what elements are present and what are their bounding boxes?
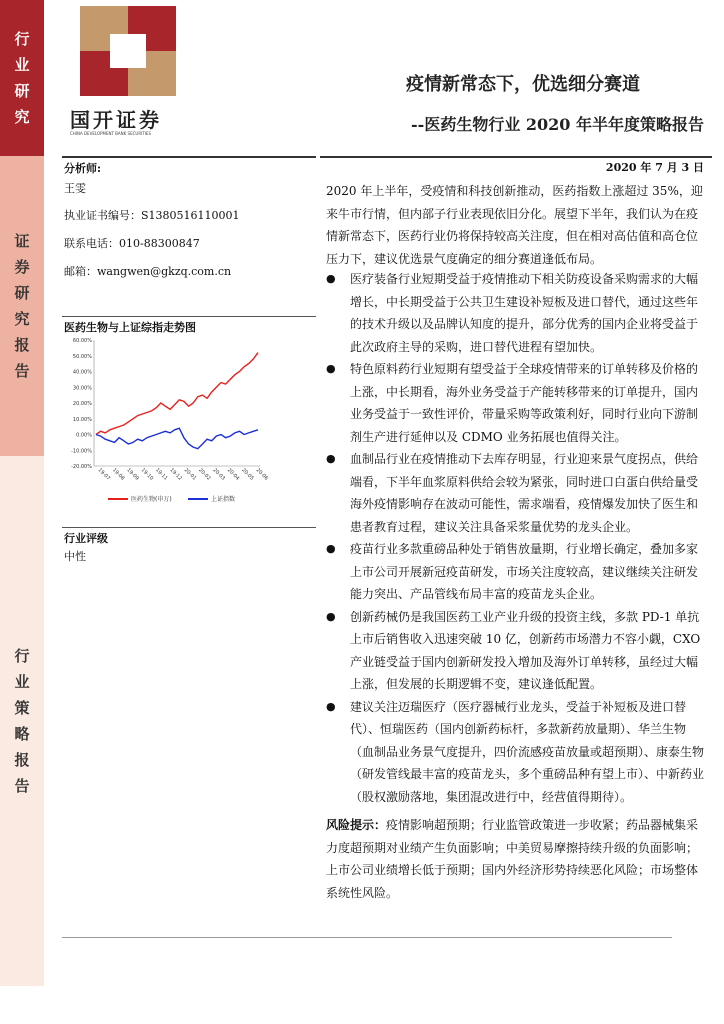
y-tick-label: 50.00% — [72, 353, 92, 360]
chart-title: 医药生物与上证综指走势图 — [64, 321, 196, 334]
x-tick-label: 19-07 — [96, 467, 112, 482]
report-date: 2020 年 7 月 3 日 — [605, 161, 704, 174]
x-tick-label: 20-05 — [240, 467, 255, 482]
x-tick-label: 19-10 — [139, 467, 155, 482]
x-tick-label: 19-08 — [110, 467, 126, 482]
y-tick-label: 60.00% — [72, 338, 92, 344]
x-tick-label: 19-12 — [168, 467, 183, 482]
series-line-1 — [96, 428, 258, 449]
y-tick-label: 0.00% — [76, 432, 92, 439]
sidebar-char: 业 — [14, 673, 30, 691]
list-item: ● 建议关注迈瑞医疗（医疗器械行业龙头，受益于补短板及进口替代）、恒瑞医药（国内创新药标杆，多款新药放量期）、华兰生物（血制品业务景气度提升，四价流感疫苗放量或超预期）、康泰生物（研发管线最丰富的疫苗龙头，多个重磅品种有望上市）、中新药业（股权激励落地，集团混改进行中，经营值得期待）。 — [326, 696, 706, 809]
intro-paragraph: 2020 年上半年，受疫情和科技创新推动，医药指数上涨超过 35%，迎来牛市行情，但内部子行业表现依旧分化。展望下半年，我们认为在疫情新常态下，医药行业仍将保持较高关注度，但在相对高估值和高仓位压力下，建议优选景气度确定的细分赛道逢低布局。 — [326, 184, 703, 266]
sidebar-char: 证 — [14, 232, 30, 250]
sidebar-char: 究 — [14, 310, 30, 328]
series-line-0 — [96, 353, 258, 435]
x-tick-label: 19-09 — [125, 467, 140, 482]
risk-label: 风险提示： — [326, 818, 387, 832]
footer-divider — [62, 937, 672, 938]
analyst-name: 王雯 — [64, 182, 86, 195]
divider — [62, 156, 316, 158]
x-tick-label: 20-06 — [254, 467, 270, 482]
sidebar-char: 行 — [14, 30, 30, 48]
sidebar-char: 报 — [14, 336, 30, 354]
sidebar-char: 行 — [14, 647, 30, 665]
company-logo — [64, 6, 192, 136]
y-tick-label: 10.00% — [72, 416, 92, 423]
list-item: ● 血制品行业在疫情推动下去库存明显，行业迎来景气度拐点，供给端看，下半年血浆原料供给会较为紧张，同时进口白蛋白供给量受海外疫情影响存在波动可能性，需求端看，疫情爆发加快了医生和患者教育过程，建议关注具备采浆量优势的龙头企业。 — [326, 448, 706, 538]
x-tick-label: 20-02 — [197, 467, 212, 482]
divider — [62, 316, 316, 317]
divider — [320, 156, 712, 158]
y-tick-label: 20.00% — [72, 401, 92, 407]
sidebar-char: 究 — [14, 108, 30, 126]
divider — [62, 527, 316, 528]
x-tick-label: 19-11 — [154, 467, 169, 482]
x-tick-label: 20-03 — [211, 467, 227, 482]
y-tick-label: -10.00% — [71, 448, 92, 455]
sidebar-char: 研 — [14, 284, 30, 302]
logo-mark-icon — [80, 6, 176, 96]
rating-value: 中性 — [64, 550, 86, 563]
sidebar-securities-report — [0, 156, 44, 456]
analyst-cert: 执业证书编号：S1380516110001 — [64, 209, 240, 222]
report-title: 疫情新常态下，优选细分赛道 — [406, 74, 640, 95]
y-tick-label: 40.00% — [72, 369, 92, 376]
sidebar-char: 略 — [14, 725, 30, 743]
analyst-label: 分析师: — [64, 162, 102, 175]
rating-label: 行业评级 — [64, 532, 108, 545]
sidebar-char: 告 — [14, 362, 30, 380]
sidebar-char: 券 — [14, 258, 30, 276]
list-item: ● 特色原料药行业短期有望受益于全球疫情带来的订单转移及价格的上涨，中长期看，海外业务受益于产能转移带来的订单提升，国内业务受益于一致性评价，带量采购等政策利好，同时行业向下游制剂生产进行延伸以及 CDMO 业务拓展也值得关注。 — [326, 358, 706, 448]
y-tick-label: -20.00% — [71, 464, 92, 470]
trend-chart — [60, 334, 270, 514]
sidebar-strategy-report — [0, 456, 44, 986]
sidebar-char: 告 — [14, 777, 30, 795]
sidebar-char: 策 — [14, 699, 30, 717]
logo-english: CHINA DEVELOPMENT BANK SECURITIES — [70, 131, 151, 136]
report-subtitle: --医药生物行业 2020 年半年度策略报告 — [411, 115, 704, 134]
sidebar-char: 业 — [14, 56, 30, 74]
sidebar-char: 报 — [14, 751, 30, 769]
logo-name: 国开证券 — [70, 108, 162, 132]
risk-text: 疫情影响超预期；行业监管政策进一步收紧；药品器械集采力度超预期对业绩产生负面影响；中美贸易摩擦持续升级的负面影响；上市公司业绩增长低于预期；国内外经济形势持续恶化风险；市场整体系统性风险。 — [326, 818, 699, 900]
sidebar-char: 研 — [14, 82, 30, 100]
analyst-email: 邮箱：wangwen@gkzq.com.cn — [64, 265, 232, 278]
y-tick-label: 30.00% — [72, 385, 92, 392]
risk-warning — [326, 814, 706, 904]
legend-label: 上证指数 — [211, 496, 236, 503]
sidebar-industry-research — [0, 0, 44, 156]
list-item: ● 创新药械仍是我国医药工业产业升级的投资主线，多款 PD-1 单抗上市后销售收入迅速突破 10 亿，创新药市场潜力不容小觑，CXO 产业链受益于国内创新研发投入增加及海外订单转移，虽经过大幅上涨，但发展的长期逻辑不变，建议逢低配置。 — [326, 606, 706, 696]
x-tick-label: 20-01 — [182, 467, 198, 482]
analyst-phone: 联系电话：010-88300847 — [64, 237, 200, 250]
legend-label: 医药生物(申万) — [131, 496, 172, 503]
list-item: ● 疫苗行业多款重磅品种处于销售放量期，行业增长确定，叠加多家上市公司开展新冠疫苗研发，市场关注度较高，建议继续关注研发能力突出、产品管线布局丰富的疫苗龙头企业。 — [326, 538, 706, 606]
bullet-list — [326, 268, 706, 808]
list-item: ● 医疗装备行业短期受益于疫情推动下相关防疫设备采购需求的大幅增长，中长期受益于公共卫生建设补短板及进口替代，通过这些年的技术升级以及品牌认知度的提升，部分优秀的国内企业将受益于此次政府主导的采购，进口替代进程有望加快。 — [326, 268, 706, 358]
x-tick-label: 20-04 — [225, 467, 241, 482]
